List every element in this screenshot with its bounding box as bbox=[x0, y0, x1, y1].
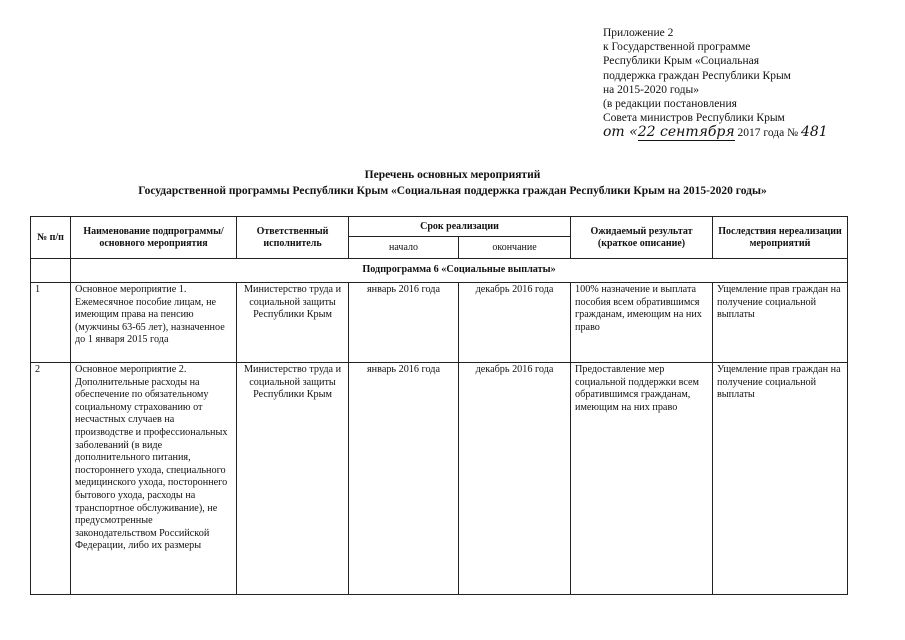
decree-date-line bbox=[603, 125, 903, 140]
row-name: Основное мероприятие 2. Дополнительные расходы на обеспечение по обязательному социальному страхованию от несчастных случаев на производстве и профессиональных заболеваний (в виде дополнительного питания, постороннего ухода, специального медицинского ухода, постороннего бытового ухода, расходы на транспортное обслуживание), не предусмотренные законодательством Российской Федерации, либо их размеры bbox=[71, 363, 237, 595]
header-num: № п/п bbox=[31, 217, 71, 259]
date-prefix: от « bbox=[603, 124, 638, 141]
handwritten-number: 481 bbox=[800, 124, 828, 141]
appendix-header bbox=[603, 26, 903, 141]
table-row bbox=[31, 363, 848, 595]
row-start: январь 2016 года bbox=[349, 363, 459, 595]
appendix-line: Приложение 2 bbox=[603, 27, 674, 39]
row-end: декабрь 2016 года bbox=[459, 283, 571, 363]
document-subtitle: Государственной программы Республики Крым «Социальная поддержка граждан Республики Крым на 2015-2020 годы» bbox=[138, 185, 767, 197]
appendix-line: Совета министров Республики Крым bbox=[603, 112, 785, 125]
row-result: 100% назначение и выплата пособия всем обратившимся гражданам, имеющим на них право bbox=[571, 283, 713, 363]
appendix-line: поддержка граждан Республики Крым bbox=[603, 69, 791, 82]
subprogram-title: Подпрограмма 6 «Социальные выплаты» bbox=[71, 259, 848, 283]
appendix-line: к Государственной программе bbox=[603, 41, 751, 54]
activities-table bbox=[30, 216, 848, 595]
header-consequences: Последствия нереализации мероприятий bbox=[713, 217, 848, 259]
header-name: Наименование подпрограммы/ основного мероприятия bbox=[71, 217, 237, 259]
header-executor: Ответственный исполнитель bbox=[237, 217, 349, 259]
row-num: 2 bbox=[31, 363, 71, 595]
row-start: январь 2016 года bbox=[349, 283, 459, 363]
date-suffix: 2017 года № bbox=[734, 127, 801, 140]
appendix-line: (в редакции постановления bbox=[603, 98, 737, 111]
row-consequences: Ущемление прав граждан на получение социальной выплаты bbox=[713, 283, 848, 363]
header-start: начало bbox=[349, 237, 459, 259]
handwritten-date: 22 сентября bbox=[637, 124, 735, 141]
row-consequences: Ущемление прав граждан на получение социальной выплаты bbox=[713, 363, 848, 595]
row-result: Предоставление мер социальной поддержки всем обратившимся гражданам, имеющим на них право bbox=[571, 363, 713, 595]
table-row bbox=[31, 283, 848, 363]
header-term: Срок реализации bbox=[349, 217, 571, 237]
header-end: окончание bbox=[459, 237, 571, 259]
subprogram-row bbox=[31, 259, 848, 283]
header-result: Ожидаемый результат (краткое описание) bbox=[571, 217, 713, 259]
row-end: декабрь 2016 года bbox=[459, 363, 571, 595]
row-name: Основное мероприятие 1. Ежемесячное пособие лицам, не имеющим права на пенсию (мужчины 63-65 лет), назначенное до 1 января 2015 года bbox=[71, 283, 237, 363]
appendix-line: Республики Крым «Социальная bbox=[603, 55, 760, 68]
row-executor: Министерство труда и социальной защиты Республики Крым bbox=[237, 283, 349, 363]
row-num: 1 bbox=[31, 283, 71, 363]
table-header-row bbox=[31, 217, 848, 237]
appendix-line: на 2015-2020 годы» bbox=[603, 83, 700, 96]
subprogram-num-cell bbox=[31, 259, 71, 283]
document-title: Перечень основных мероприятий bbox=[364, 169, 541, 181]
row-executor: Министерство труда и социальной защиты Республики Крым bbox=[237, 363, 349, 595]
